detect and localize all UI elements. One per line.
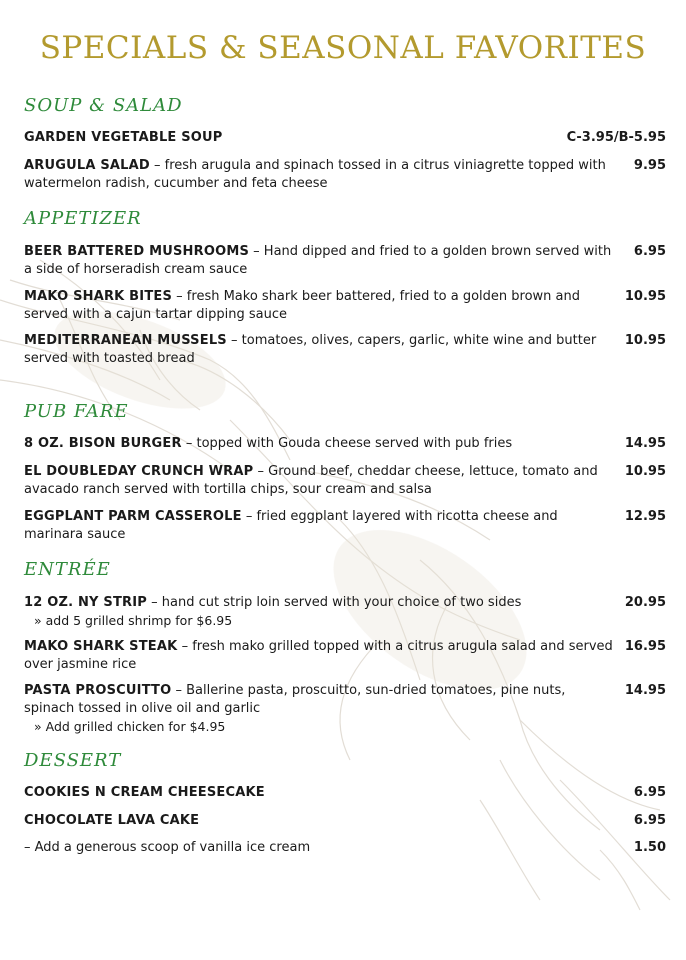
item-name: CHOCOLATE LAVA CAKE	[24, 813, 200, 828]
item-desc: – fresh arugula and spinach tossed in a citrus viniagrette topped with watermelon radish, cucumber and feta cheese	[24, 158, 606, 191]
item-price: 1.50	[633, 840, 666, 855]
item-name: MAKO SHARK STEAK	[24, 639, 178, 654]
menu-item	[24, 508, 666, 544]
section-title-pub-fare: PUB FARE	[24, 401, 129, 422]
item-price: 12.95	[624, 509, 666, 524]
item-price: 20.95	[624, 595, 666, 610]
menu-item	[24, 594, 666, 630]
item-desc: – fresh Mako shark beer battered, fried to a golden brown and served with a cajun tartar dipping sauce	[24, 289, 580, 322]
item-price: 9.95	[633, 158, 666, 173]
item-desc: – tomatoes, olives, capers, garlic, white wine and butter served with toasted bread	[24, 333, 597, 366]
menu-item	[24, 435, 666, 453]
menu-item	[24, 839, 666, 857]
item-addon: » add 5 grilled shrimp for $6.95	[34, 613, 233, 628]
item-name: 8 OZ. BISON BURGER	[24, 436, 182, 451]
section-title-appetizer: APPETIZER	[24, 208, 142, 229]
item-desc: – Hand dipped and fried to a golden brown served with a side of horseradish cream sauce	[24, 244, 612, 277]
item-price: 14.95	[624, 683, 666, 698]
item-desc: – fried eggplant layered with ricotta cheese and marinara sauce	[24, 509, 558, 542]
item-price: 14.95	[624, 436, 666, 451]
menu-item	[24, 288, 666, 324]
item-desc: – fresh mako grilled topped with a citrus arugula salad and served over jasmine rice	[24, 639, 613, 672]
item-price: C-3.95/B-5.95	[566, 130, 666, 145]
section-title-soup-salad: SOUP & SALAD	[24, 95, 183, 116]
item-desc: – hand cut strip loin served with your choice of two sides	[146, 595, 522, 610]
item-addon: » Add grilled chicken for $4.95	[34, 719, 226, 734]
item-desc: – Ground beef, cheddar cheese, lettuce, tomato and avacado ranch served with tortilla chips, sour cream and salsa	[24, 464, 598, 497]
item-desc: – topped with Gouda cheese served with pub fries	[181, 436, 513, 451]
item-price: 10.95	[624, 333, 666, 348]
item-name: ARUGULA SALAD	[24, 158, 150, 173]
menu-item	[24, 243, 666, 279]
item-name: PASTA PROSCUITTO	[24, 683, 172, 698]
menu-item	[24, 682, 666, 736]
menu-item	[24, 784, 666, 802]
item-name: MAKO SHARK BITES	[24, 289, 173, 304]
page-title: SPECIALS & SEASONAL FAVORITES	[39, 30, 647, 66]
item-price: 10.95	[624, 464, 666, 479]
item-name: GARDEN VEGETABLE SOUP	[24, 130, 223, 145]
section-title-entree: ENTRÉE	[24, 559, 111, 580]
item-price: 10.95	[624, 289, 666, 304]
menu-item	[24, 812, 666, 830]
item-price: 6.95	[633, 244, 666, 259]
menu-item	[24, 463, 666, 499]
item-desc: – Add a generous scoop of vanilla ice cream	[24, 840, 311, 855]
menu-item	[24, 332, 666, 368]
item-name: 12 OZ. NY STRIP	[24, 595, 147, 610]
item-price: 16.95	[624, 639, 666, 654]
menu-item	[24, 157, 666, 193]
menu-item	[24, 638, 666, 674]
item-name: BEER BATTERED MUSHROOMS	[24, 244, 250, 259]
item-name: COOKIES N CREAM CHEESECAKE	[24, 785, 265, 800]
item-name: EGGPLANT PARM CASSEROLE	[24, 509, 242, 524]
item-name: EL DOUBLEDAY CRUNCH WRAP	[24, 464, 254, 479]
item-price: 6.95	[633, 813, 666, 828]
item-name: MEDITERRANEAN MUSSELS	[24, 333, 227, 348]
item-desc: – Ballerine pasta, proscuitto, sun-dried tomatoes, pine nuts, spinach tossed in olive oil and garlic	[24, 683, 566, 716]
section-title-dessert: DESSERT	[24, 750, 122, 771]
item-price: 6.95	[633, 785, 666, 800]
menu-item	[24, 129, 666, 147]
